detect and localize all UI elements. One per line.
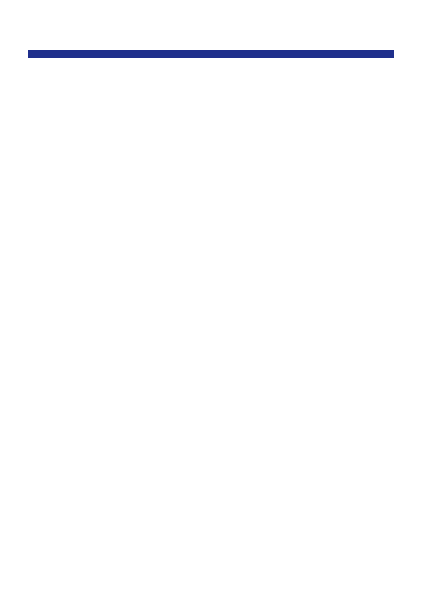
page-footer — [28, 573, 394, 578]
page-title — [28, 50, 394, 58]
questionnaire-page — [28, 50, 394, 58]
